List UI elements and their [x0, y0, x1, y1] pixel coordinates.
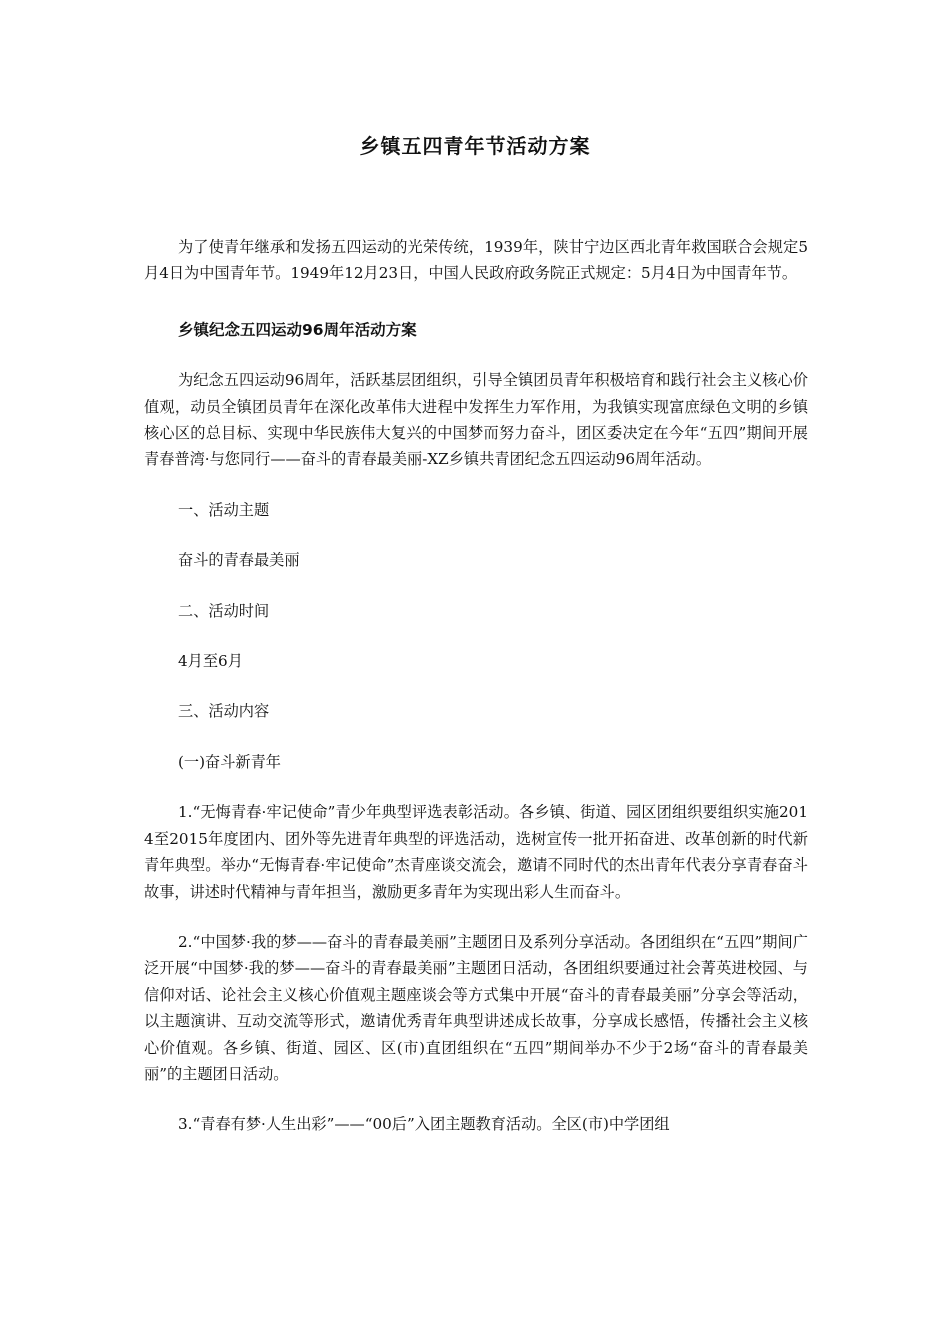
section-subtitle: 乡镇纪念五四运动96周年活动方案 [178, 320, 417, 339]
item-2-paragraph: 2.“中国梦·我的梦——奋斗的青春最美丽”主题团日及系列分享活动。各团组织在“五四”期间广泛开展“中国梦·我的梦——奋斗的青春最美丽”主题团日活动，各团组织要通过社会菁英进校园、与信仰对话、论社会主义核心价值观主题座谈会等方式集中开展“奋斗的青春最美丽”分享会等活动，以主题演讲、互动交流等形式，邀请优秀青年典型讲述成长故事，分享成长感悟，传播社会主义核心价值观。各乡镇、街道、园区、区(市)直团组织在“五四”期间举办不少于2场“奋斗的青春最美丽”的主题团日活动。 [144, 932, 808, 1083]
section1-text: 奋斗的青春最美丽 [178, 551, 300, 570]
section2-heading: 二、活动时间 [178, 601, 270, 620]
lead-paragraph: 为纪念五四运动96周年，活跃基层团组织，引导全镇团员青年积极培育和践行社会主义核心价值观，动员全镇团员青年在深化改革伟大进程中发挥生力军作用，为我镇实现富庶绿色文明的乡镇核心区的总目标、实现中华民族伟大复兴的中国梦而努力奋斗，团区委决定在今年“五四”期间开展青春普湾·与您同行——奋斗的青春最美丽-XZ乡镇共青团纪念五四运动96周年活动。 [144, 371, 808, 469]
item-3-paragraph: 3.“青春有梦·人生出彩”——“00后”入团主题教育活动。全区(市)中学团组 [178, 1115, 670, 1134]
intro-paragraph: 为了使青年继承和发扬五四运动的光荣传统，1939年，陕甘宁边区西北青年救国联合会规定5月4日为中国青年节。1949年12月23日，中国人民政府政务院正式规定：5月4日为中国青年节。 [144, 238, 808, 283]
section3-subheading: (一)奋斗新青年 [178, 752, 281, 771]
document-body [144, 234, 808, 1138]
section3-heading: 三、活动内容 [178, 702, 270, 721]
item-1-paragraph: 1.“无悔青春·牢记使命”青少年典型评选表彰活动。各乡镇、街道、园区团组织要组织实施2014至2015年度团内、团外等先进青年典型的评选活动，选树宣传一批开拓奋进、改革创新的时代新青年典型。举办“无悔青春·牢记使命”杰青座谈交流会，邀请不同时代的杰出青年代表分享青春奋斗故事，讲述时代精神与青年担当，激励更多青年为实现出彩人生而奋斗。 [144, 803, 808, 901]
document-title: 乡镇五四青年节活动方案 [359, 134, 591, 158]
section1-heading: 一、活动主题 [178, 500, 270, 519]
section2-text: 4月至6月 [178, 652, 243, 671]
